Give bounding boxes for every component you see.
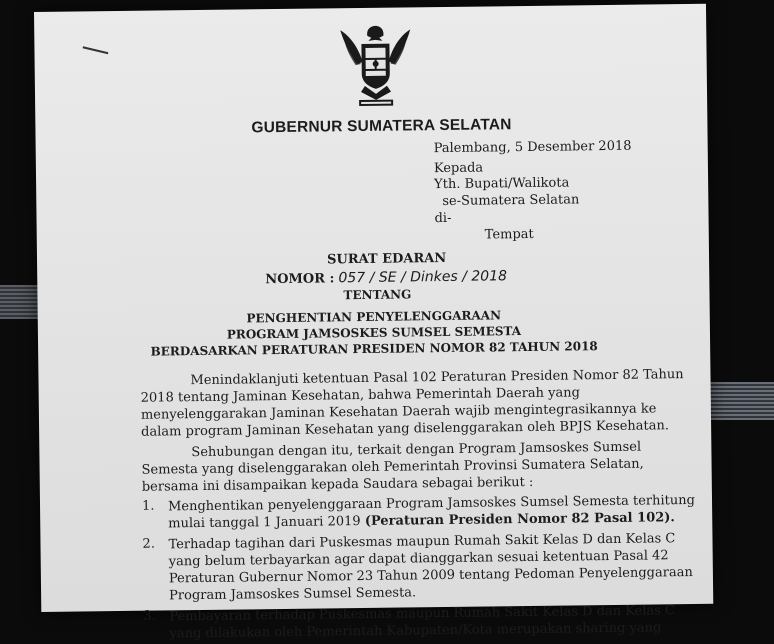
subject-line-1: PENGHENTIAN PENYELENGGARAAN (246, 308, 502, 326)
recipient-kepada: Kepada (433, 160, 484, 177)
place-date: Palembang, 5 Desember 2018 (433, 138, 632, 157)
list-item-number: 1. (141, 498, 155, 514)
recipient-tempat: Tempat (484, 226, 534, 243)
paragraph-1 (140, 366, 684, 440)
document-number-label: NOMOR : (265, 271, 335, 288)
garuda-emblem-icon (334, 21, 417, 112)
document-number-value: 057 / SE / Dinkes / 2018 (338, 268, 508, 287)
recipient-region: se-Sumatera Selatan (442, 192, 580, 210)
list-item-line: Terhadap tagihan dari Puskesmas maupun Rumah Sakit Kelas D dan Kelas C (168, 531, 676, 553)
document-number (265, 268, 507, 287)
list-item-line: Program Jamsoskes Sumsel Semesta. (169, 585, 417, 604)
recipient-yth: Yth. Bupati/Walikota (434, 175, 570, 193)
list-item-2 (168, 530, 693, 604)
recipient-di: di- (434, 210, 452, 227)
paragraph-1-line: 2018 tentang Jaminan Kesehatan, bahwa Pemerintah Daerah yang (140, 385, 581, 406)
paragraph-2-line: Semesta yang diselenggarakan oleh Pemerintah Provinsi Sumatera Selatan, (141, 456, 644, 478)
list-item-line: yang belum terbayarkan agar dapat dianggarkan sesuai ketentuan Pasal 42 (168, 548, 669, 570)
paragraph-2-line: bersama ini disampaikan kepada Saudara sebagai berikut : (141, 474, 534, 495)
letterhead-title: GUBERNUR SUMATERA SELATAN (251, 116, 512, 137)
tentang-heading: TENTANG (343, 287, 412, 303)
subject-line-3: BERDASARKAN PERATURAN PRESIDEN NOMOR 82 TAHUN 2018 (150, 339, 598, 359)
paragraph-1-line: Menindaklanjuti ketentuan Pasal 102 Peraturan Presiden Nomor 82 Tahun (190, 367, 684, 389)
list-item-line: yang dilakukan oleh Pemerintah Kabupaten/Kota merupakan sharing yang (169, 620, 662, 642)
list-item-line: Peraturan Gubernur Nomor 23 Tahun 2009 tentang Pedoman Penyelenggaraan (168, 564, 693, 587)
document-type: SURAT EDARAN (326, 250, 447, 268)
list-item-1 (167, 492, 696, 532)
list-item-line: Pembayaran terhadap Puskesmas maupun Rumah Sakit Kelas D dan Kelas C (169, 603, 676, 625)
letter-page (34, 4, 713, 642)
paragraph-2 (141, 438, 664, 495)
list-item-number: 2. (142, 536, 156, 552)
paragraph-1-line: menyelenggarakan Jaminan Kesehatan Daerah wajib mengintegrasikannya ke (140, 401, 657, 423)
pen-mark (83, 46, 109, 54)
background-light-glare-right (704, 382, 774, 420)
legal-reference: (Peraturan Presiden Nomor 82 Pasal 102). (364, 510, 676, 529)
subject-line-2: PROGRAM JAMSOSKES SUMSEL SEMESTA (226, 324, 522, 342)
paragraph-2-line: Sehubungan dengan itu, terkait dengan Program Jamsoskes Sumsel (191, 439, 642, 461)
list-item-number: 3. (143, 608, 156, 624)
list-item-line: Menghentikan penyelenggaraan Program Jamsoskes Sumsel Semesta terhitung (167, 492, 696, 515)
list-item-line: mulai tanggal 1 Januari 2019 (Peraturan Presiden Nomor 82 Pasal 102). (168, 510, 676, 532)
list-item-3 (169, 602, 676, 642)
paragraph-1-line: dalam program Jaminan Kesehatan yang diselenggarakan oleh BPJS Kesehatan. (141, 418, 670, 440)
